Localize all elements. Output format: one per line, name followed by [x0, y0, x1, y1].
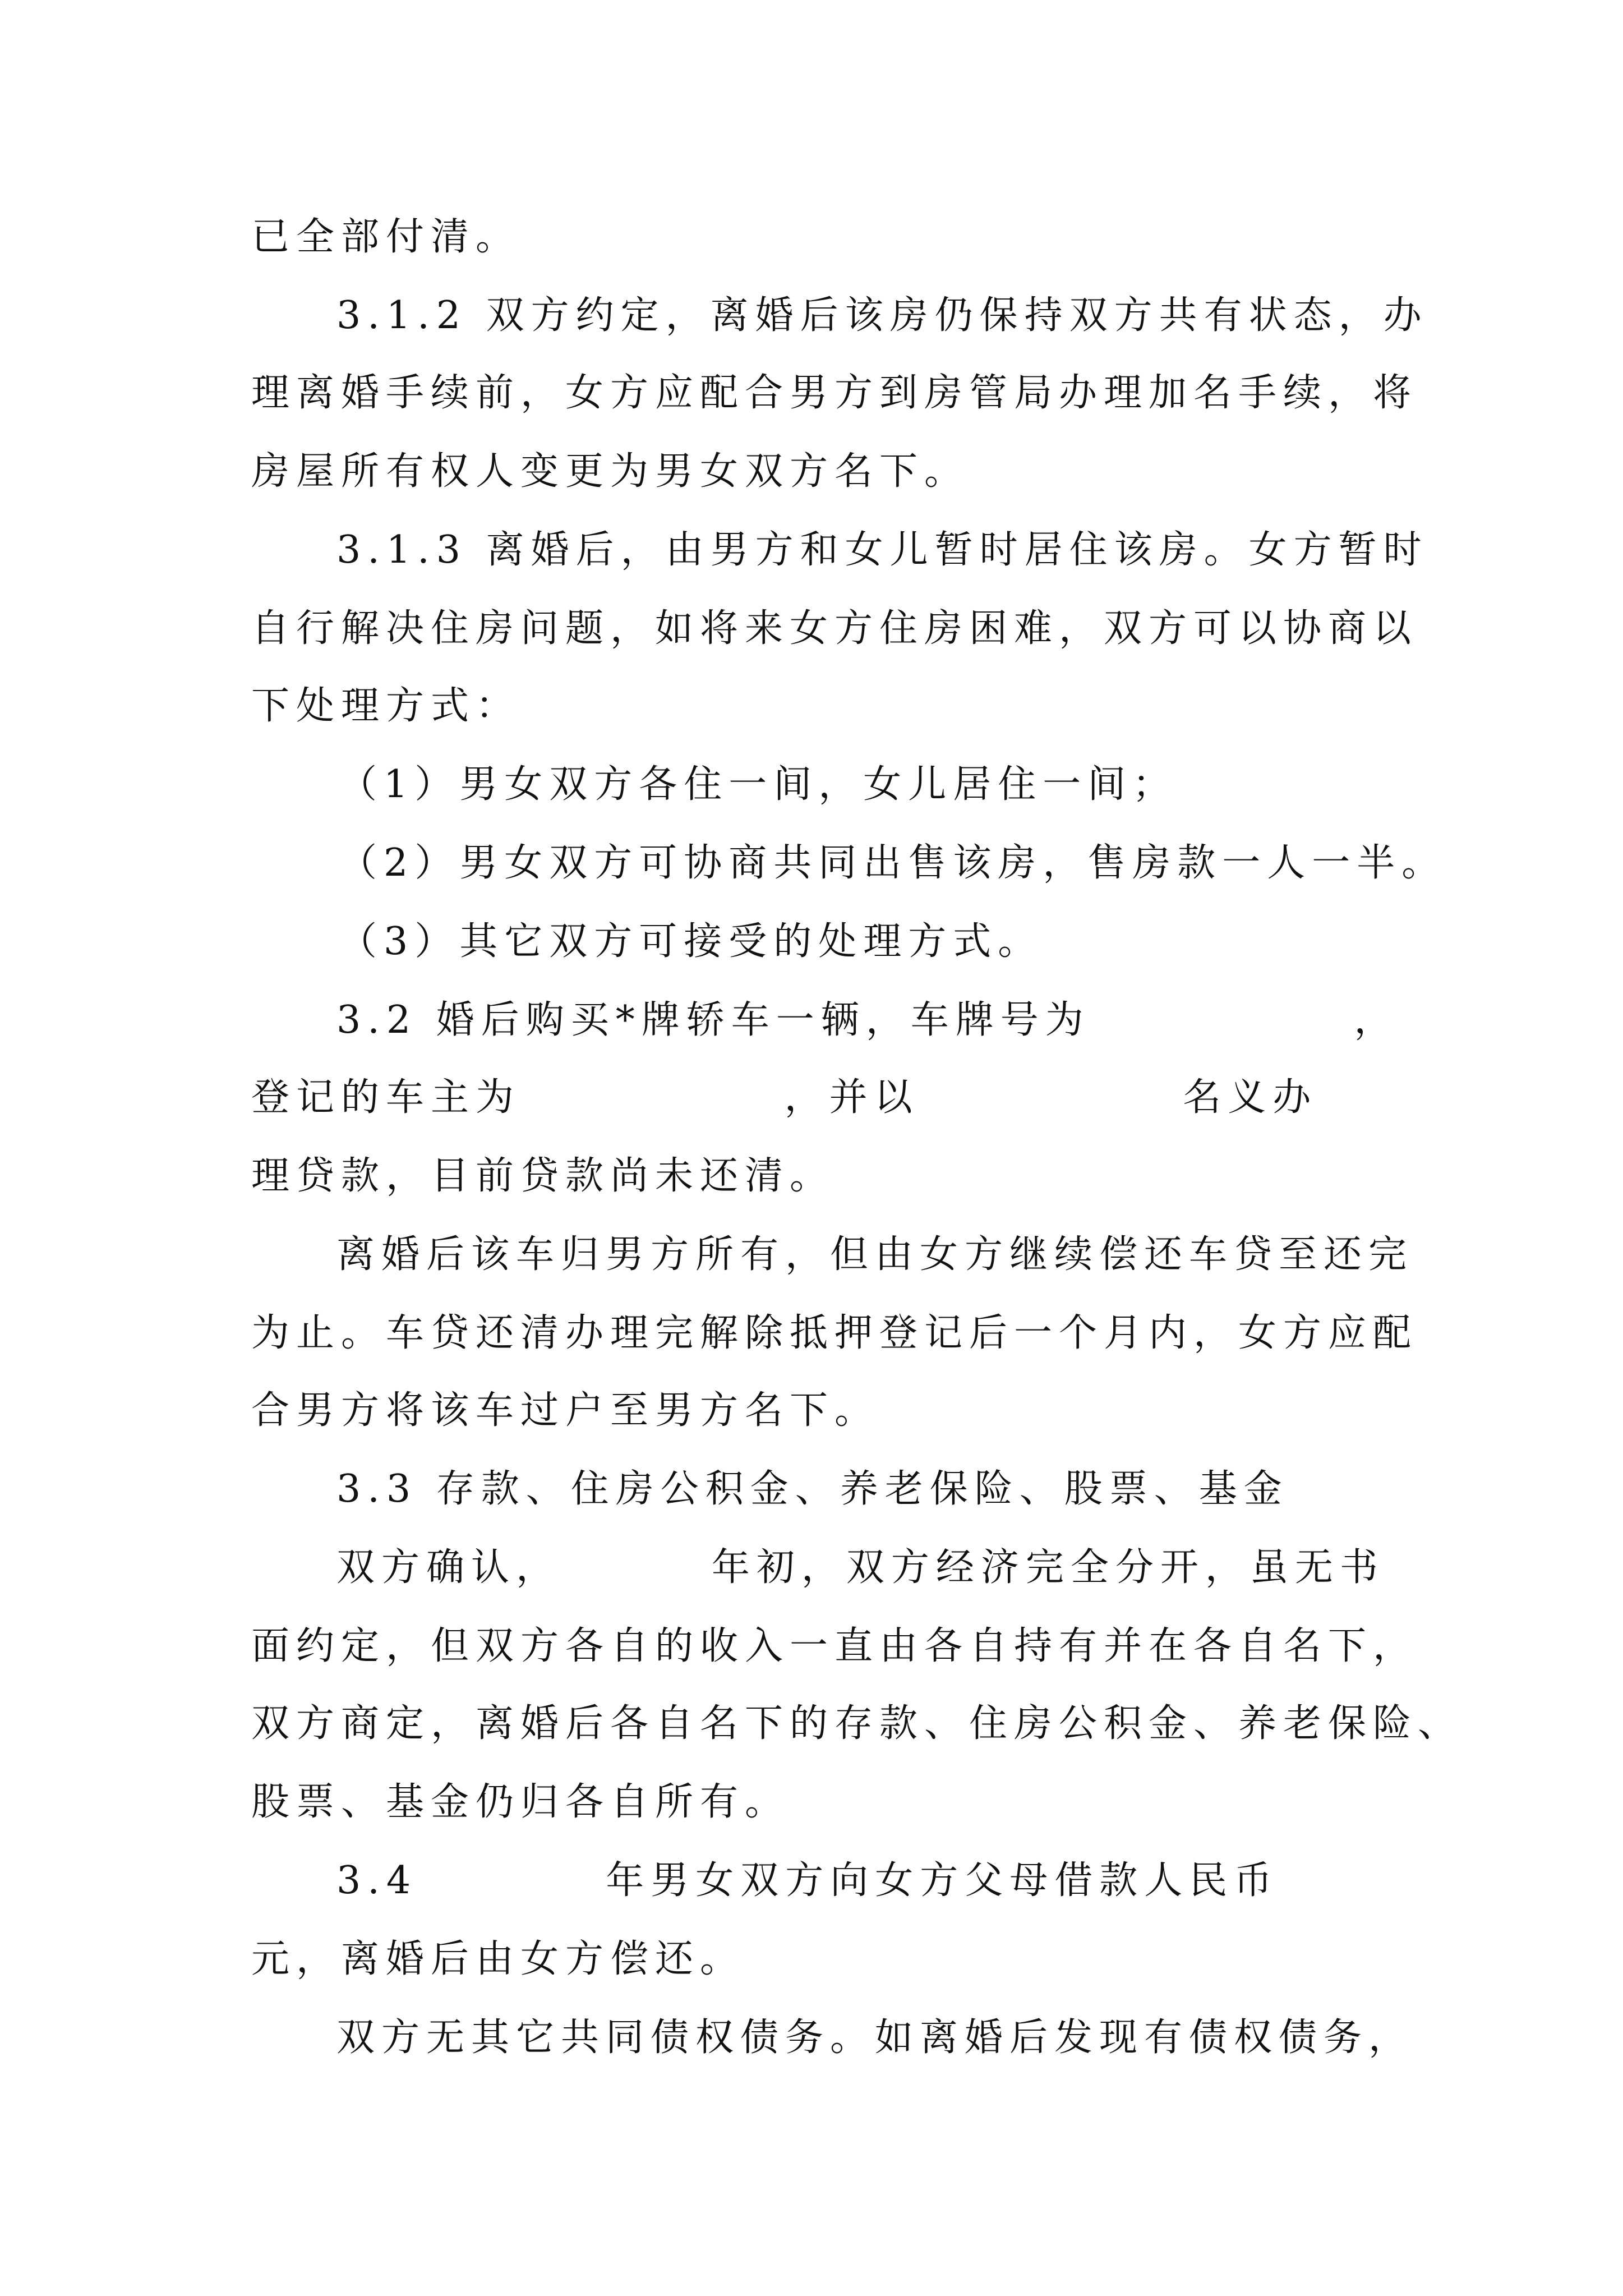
text-line: 3.1.3 离婚后，由男方和女儿暂时居住该房。女方暂时	[336, 528, 1428, 572]
text-line: 双方无其它共同债权债务。如离婚后发现有债权债务，	[336, 2016, 1414, 2060]
text-line: 理离婚手续前，女方应配合男方到房管局办理加名手续，将	[251, 371, 1418, 415]
text-line: 股票、基金仍归各自所有。	[251, 1780, 790, 1824]
text-line: 3.1.2 双方约定，离婚后该房仍保持双方共有状态，办	[336, 293, 1428, 338]
text-line: 理贷款，目前贷款尚未还清。	[251, 1154, 835, 1198]
text-line: 元，离婚后由女方偿还。	[251, 1937, 745, 1981]
text-line: 登记的车主为 ，并以 名义办	[251, 1075, 1318, 1120]
text-line: 下处理方式：	[251, 684, 521, 728]
text-line: 自行解决住房问题，如将来女方住房困难，双方可以协商以	[251, 606, 1418, 651]
text-line: （2）男女双方可协商共同出售该房，售房款一人一半。	[339, 841, 1447, 885]
text-line: 3.2 婚后购买*牌轿车一辆，车牌号为 ，	[336, 998, 1399, 1042]
text-line: 合男方将该车过户至男方名下。	[251, 1388, 880, 1433]
text-line: （3）其它双方可接受的处理方式。	[339, 919, 1043, 964]
text-line: 为止。车贷还清办理完解除抵押登记后一个月内，女方应配	[251, 1311, 1418, 1355]
text-line: 3.3 存款、住房公积金、养老保险、股票、基金	[336, 1467, 1289, 1511]
text-line: 离婚后该车归男方所有，但由女方继续偿还车贷至还完	[336, 1232, 1414, 1277]
text-line: 已全部付清。	[251, 215, 521, 259]
text-line: 面约定，但双方各自的收入一直由各自持有并在各自名下，	[251, 1624, 1418, 1668]
text-line: 房屋所有权人变更为男女双方名下。	[251, 449, 970, 494]
text-line: 3.4 年男女双方向女方父母借款人民币	[336, 1858, 1279, 1903]
text-line: 双方商定，离婚后各自名下的存款、住房公积金、养老保险、	[251, 1701, 1463, 1746]
text-line: 双方确认， 年初，双方经济完全分开，虽无书	[336, 1545, 1385, 1590]
text-line: （1）男女双方各住一间，女儿居住一间；	[339, 762, 1178, 807]
